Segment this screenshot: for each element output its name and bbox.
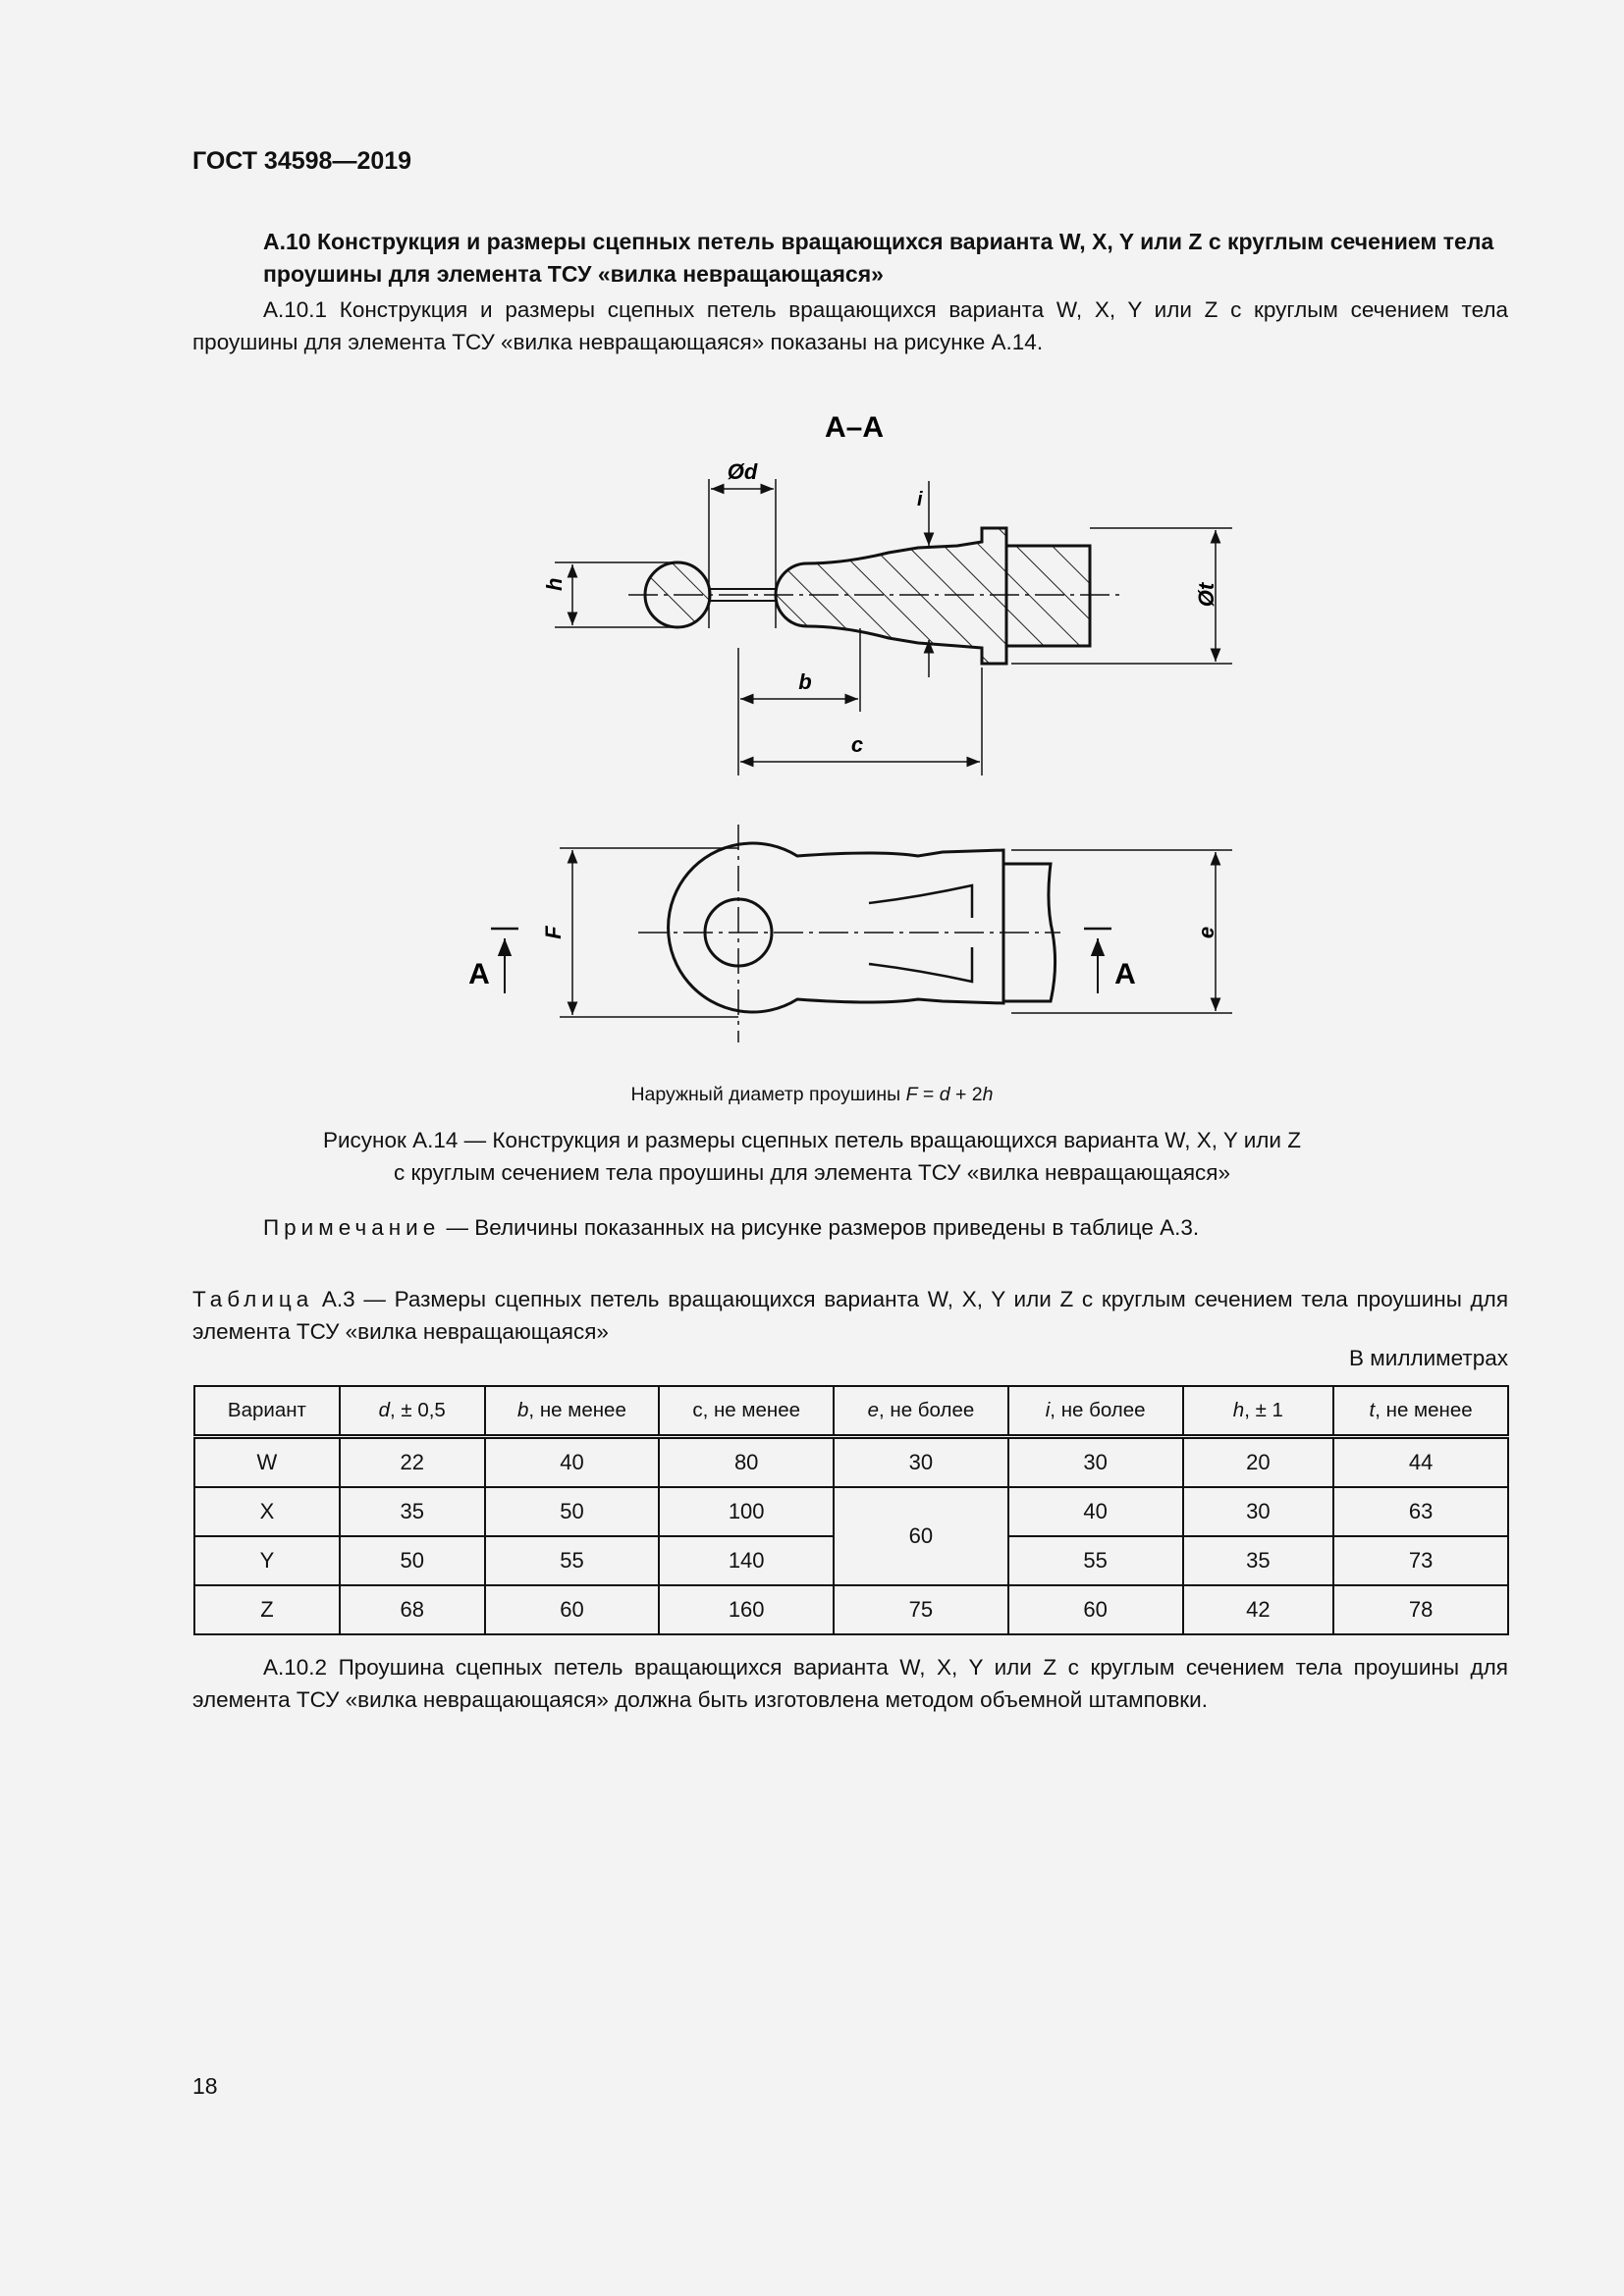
th-b: b, не менее bbox=[485, 1386, 660, 1437]
dimension-b-c bbox=[738, 628, 982, 775]
formula-eq: = bbox=[917, 1084, 940, 1105]
cell-d: 50 bbox=[340, 1536, 485, 1585]
cell-i: 55 bbox=[1008, 1536, 1183, 1585]
table-caption-label: Таблица bbox=[192, 1287, 314, 1311]
th-e: e, не более bbox=[834, 1386, 1008, 1437]
cut-label-left: А bbox=[468, 958, 490, 990]
th-t: t, не менее bbox=[1333, 1386, 1508, 1437]
cell-c: 80 bbox=[659, 1437, 834, 1488]
cell-variant: Y bbox=[194, 1536, 340, 1585]
cell-variant: W bbox=[194, 1437, 340, 1488]
section-view bbox=[628, 528, 1119, 664]
th-i: i, не более bbox=[1008, 1386, 1183, 1437]
cell-i: 40 bbox=[1008, 1487, 1183, 1536]
dim-t-label: Øt bbox=[1194, 582, 1218, 608]
th-d: d, ± 0,5 bbox=[340, 1386, 485, 1437]
th-variant: Вариант bbox=[194, 1386, 340, 1437]
cell-b: 40 bbox=[485, 1437, 660, 1488]
th-h: h, ± 1 bbox=[1183, 1386, 1334, 1437]
cut-marker-left bbox=[468, 929, 518, 993]
th-c: c, не менее bbox=[659, 1386, 834, 1437]
paragraph-a10-2: А.10.2 Проушина сцепных петель вращающихся варианта W, X, Y или Z с круглым сечением тела проушины для элемента ТСУ «вилка невращающаяся» должна быть изготовлена методом объемной штамповки. bbox=[192, 1655, 1508, 1712]
page-number: 18 bbox=[192, 2073, 218, 2099]
formula-text: Наружный диаметр проушины bbox=[630, 1084, 906, 1105]
dim-F-label: F bbox=[541, 926, 566, 939]
cell-h: 20 bbox=[1183, 1437, 1334, 1488]
figure-caption-line-2: с круглым сечением тела проушины для элемента ТСУ «вилка невращающаяся» bbox=[393, 1160, 1231, 1185]
cell-h: 30 bbox=[1183, 1487, 1334, 1536]
cell-b: 55 bbox=[485, 1536, 660, 1585]
cell-b: 60 bbox=[485, 1585, 660, 1634]
table-row bbox=[194, 1437, 1508, 1488]
cell-d: 35 bbox=[340, 1487, 485, 1536]
cell-t: 63 bbox=[1333, 1487, 1508, 1536]
figure-formula bbox=[0, 1084, 1624, 1106]
table-row bbox=[194, 1585, 1508, 1634]
table-caption bbox=[192, 1283, 1508, 1348]
cell-variant: X bbox=[194, 1487, 340, 1536]
document-header: ГОСТ 34598—2019 bbox=[192, 147, 412, 175]
cell-c: 100 bbox=[659, 1487, 834, 1536]
table-row bbox=[194, 1487, 1508, 1536]
cell-d: 22 bbox=[340, 1437, 485, 1488]
cell-c: 140 bbox=[659, 1536, 834, 1585]
cut-marker-right bbox=[1084, 929, 1136, 993]
paragraph-a10-1: А.10.1 Конструкция и размеры сцепных петель вращающихся варианта W, X, Y или Z с круглым сечением тела проушины для элемента ТСУ «вилка невращающаяся» показаны на рисунке А.14. bbox=[192, 297, 1508, 354]
table-units: В миллиметрах bbox=[1349, 1346, 1508, 1370]
cell-e: 75 bbox=[834, 1585, 1008, 1634]
cell-i: 30 bbox=[1008, 1437, 1183, 1488]
cell-e-merged: 60 bbox=[834, 1487, 1008, 1585]
table-header-row bbox=[194, 1386, 1508, 1437]
dim-b-label: b bbox=[798, 669, 812, 694]
note bbox=[263, 1215, 1199, 1241]
plan-view bbox=[638, 825, 1060, 1042]
formula-F: F bbox=[905, 1084, 918, 1105]
cell-h: 35 bbox=[1183, 1536, 1334, 1585]
table-caption-text: А.3 — Размеры сцепных петель вращающихся варианта W, X, Y или Z с круглым сечением тела проушины для элемента ТСУ «вилка невращающаяся» bbox=[192, 1287, 1508, 1344]
formula-plus: + 2 bbox=[949, 1084, 983, 1105]
cell-t: 44 bbox=[1333, 1437, 1508, 1488]
figure-caption-line-1: Рисунок А.14 — Конструкция и размеры сцепных петель вращающихся варианта W, X, Y или Z bbox=[322, 1128, 1302, 1152]
section-title: А.10 Конструкция и размеры сцепных петель вращающихся варианта W, X, Y или Z с круглым сечением тела проушины для элемента ТСУ «вилка невращающаяся» bbox=[263, 229, 1494, 287]
note-text: — Величины показанных на рисунке размеров приведены в таблице А.3. bbox=[440, 1215, 1200, 1240]
cell-e: 30 bbox=[834, 1437, 1008, 1488]
cell-b: 50 bbox=[485, 1487, 660, 1536]
dim-c-label: c bbox=[850, 732, 864, 757]
cell-c: 160 bbox=[659, 1585, 834, 1634]
cell-d: 68 bbox=[340, 1585, 485, 1634]
technical-drawing bbox=[0, 393, 1624, 1060]
cut-label-right: А bbox=[1114, 958, 1136, 990]
cell-variant: Z bbox=[194, 1585, 340, 1634]
figure-caption bbox=[0, 1124, 1624, 1189]
dimensions-table bbox=[193, 1385, 1509, 1635]
dim-d-label: Ød bbox=[727, 459, 758, 484]
note-label: Примечание bbox=[263, 1215, 441, 1240]
dimension-d bbox=[709, 459, 776, 560]
cell-i: 60 bbox=[1008, 1585, 1183, 1634]
dim-i-label: i bbox=[917, 489, 923, 510]
formula-d: d bbox=[939, 1084, 950, 1105]
section-label: А–А bbox=[824, 411, 885, 444]
cell-t: 73 bbox=[1333, 1536, 1508, 1585]
cell-h: 42 bbox=[1183, 1585, 1334, 1634]
dim-e-label: e bbox=[1194, 926, 1218, 939]
dim-h-label: h bbox=[542, 577, 567, 591]
cell-t: 78 bbox=[1333, 1585, 1508, 1634]
formula-h: h bbox=[982, 1084, 994, 1105]
